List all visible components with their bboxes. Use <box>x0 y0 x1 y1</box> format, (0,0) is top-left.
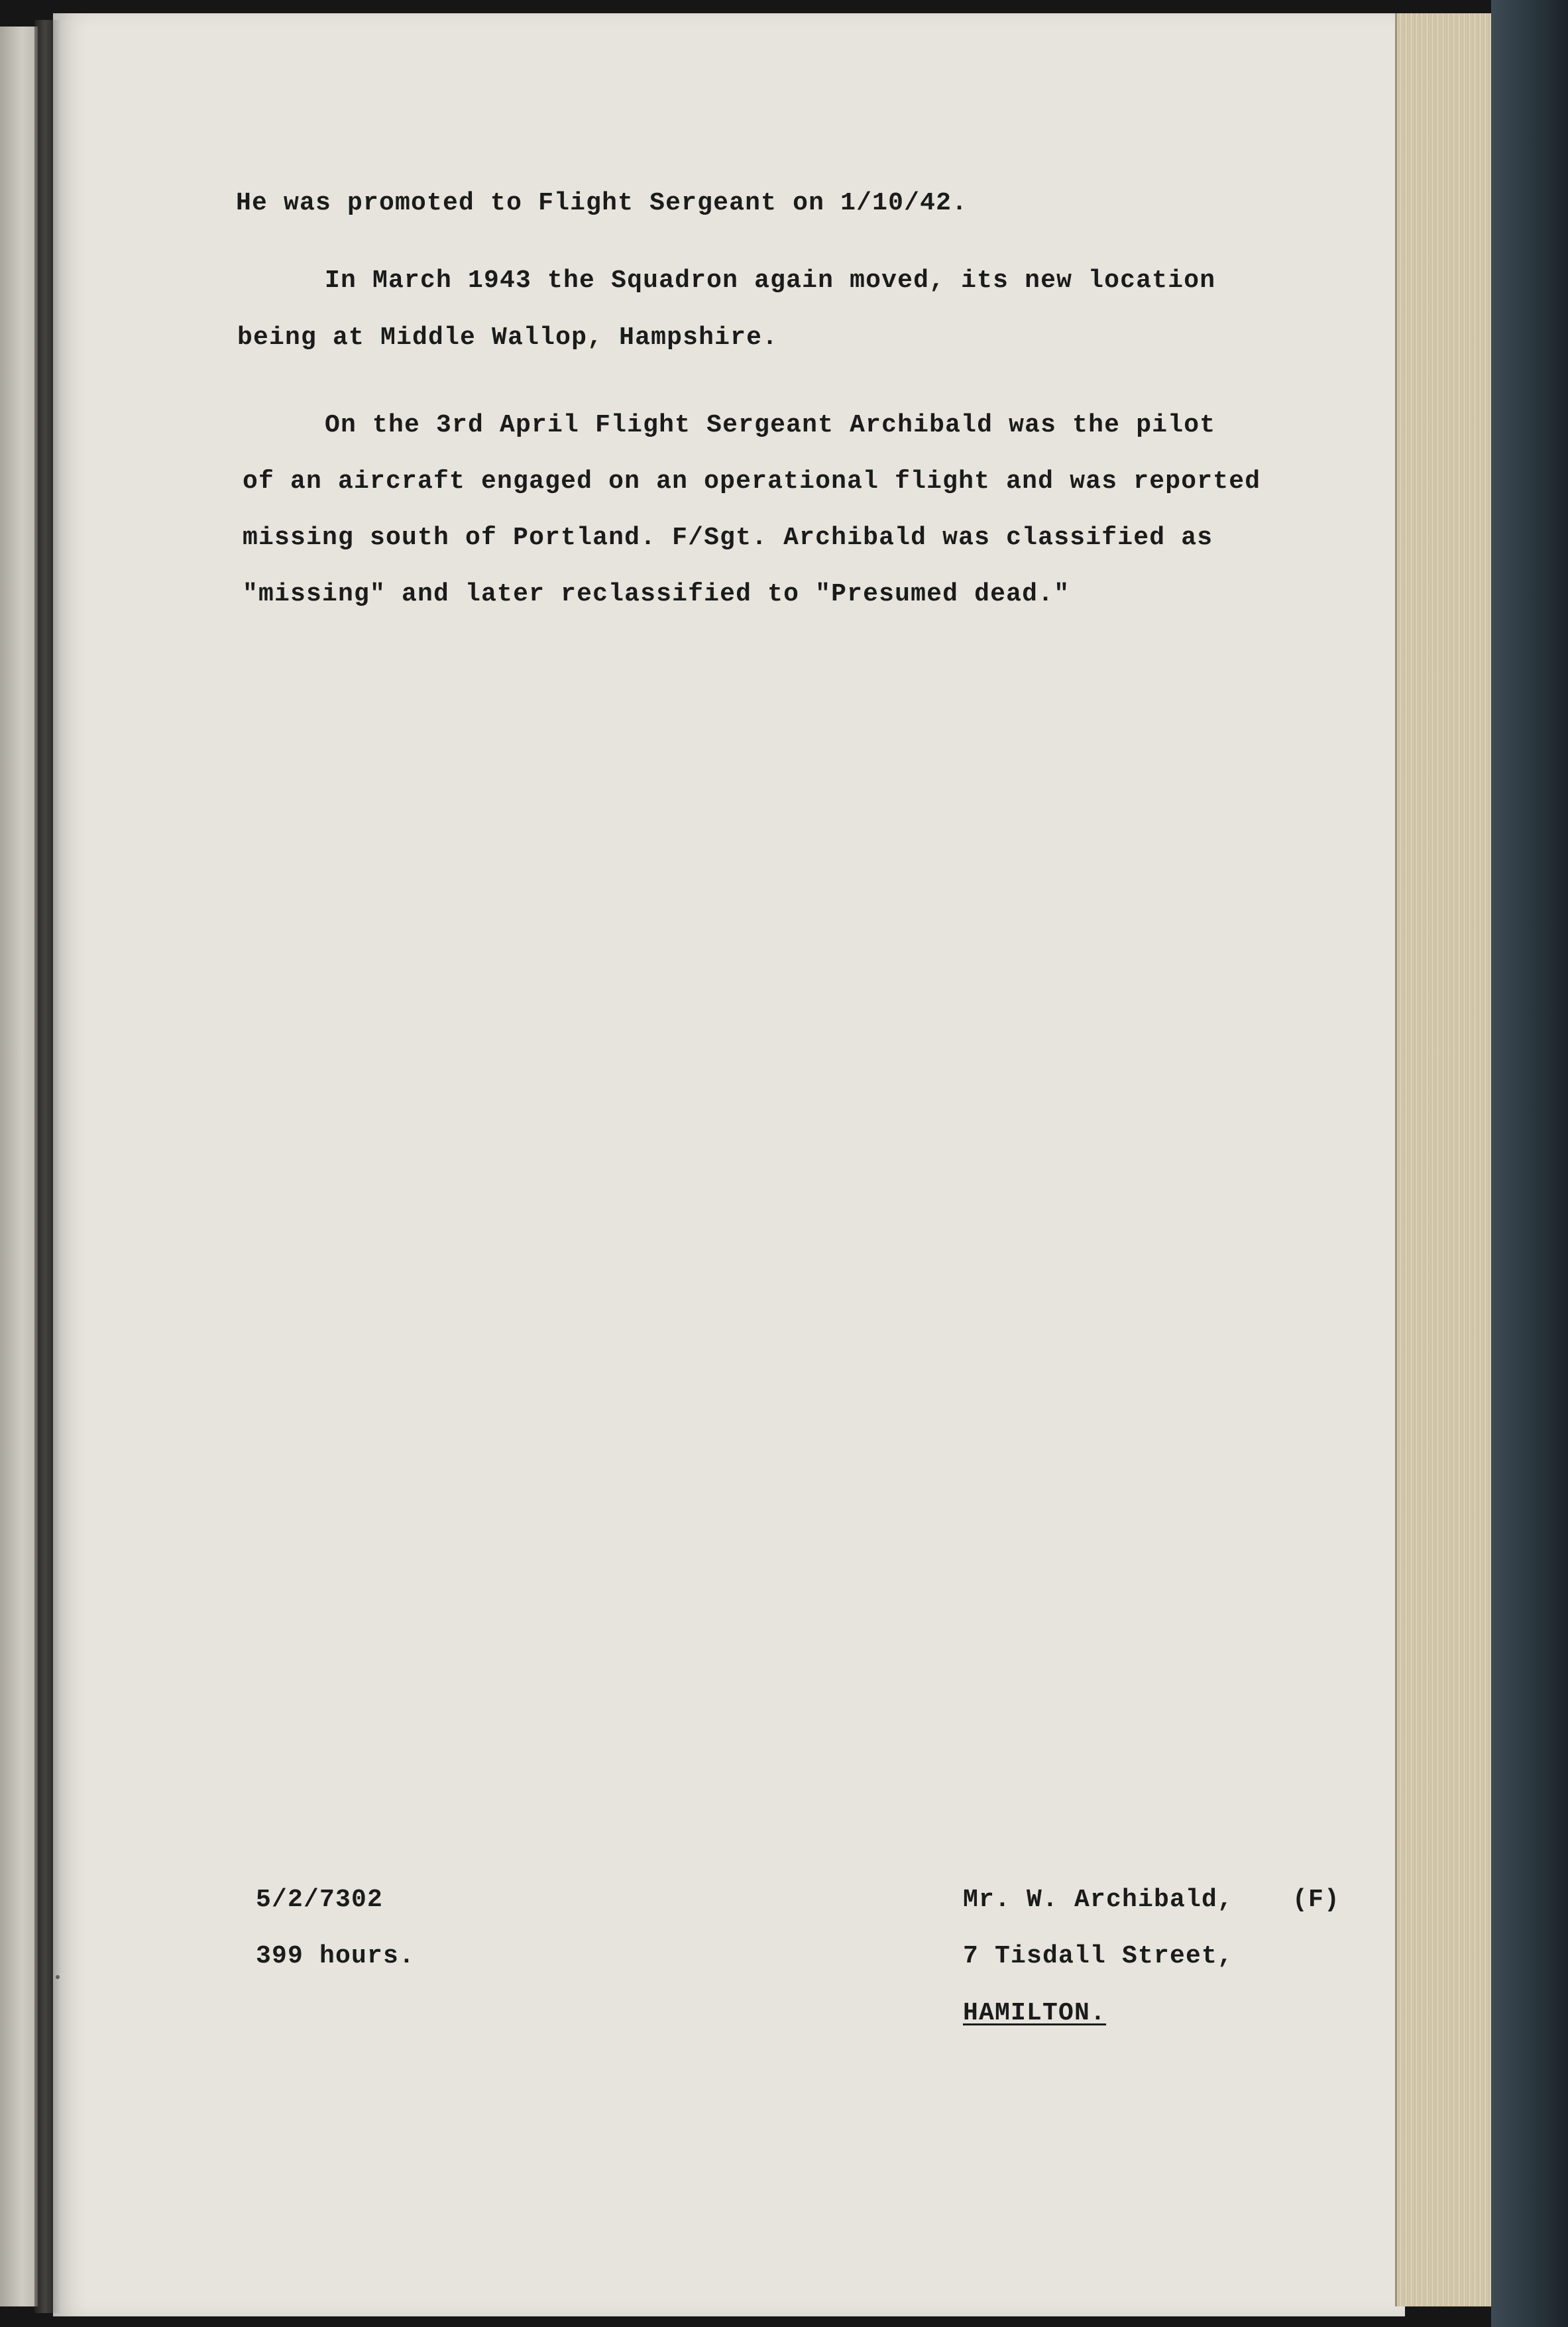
next-of-kin-street: 7 Tisdall Street, <box>963 1942 1234 1970</box>
paragraph-loss-line-4: "missing" and later reclassified to "Presumed dead." <box>243 580 1070 608</box>
book-cover-edge <box>1491 0 1568 2327</box>
flying-hours: 399 hours. <box>256 1942 416 1970</box>
document-page <box>53 13 1405 2316</box>
record-number: 5/2/7302 <box>256 1886 384 1914</box>
paragraph-loss-line-2: of an aircraft engaged on an operational flight and was reported <box>243 467 1261 496</box>
page-mark <box>56 1975 60 1979</box>
next-of-kin-name: Mr. W. Archibald, <box>963 1886 1234 1914</box>
paragraph-move-line-2: being at Middle Wallop, Hampshire. <box>237 323 779 352</box>
next-of-kin-relation: (F) <box>1292 1886 1341 1914</box>
facing-page-edge <box>0 27 38 2306</box>
paragraph-loss-line-3: missing south of Portland. F/Sgt. Archibald was classified as <box>243 524 1213 552</box>
paragraph-move-line-1: In March 1943 the Squadron again moved, its new location <box>325 266 1216 295</box>
promotion-line: He was promoted to Flight Sergeant on 1/10/42. <box>236 189 968 217</box>
book-gutter-shadow <box>34 20 61 2313</box>
page-stack-edges <box>1395 13 1496 2306</box>
next-of-kin-city: HAMILTON. <box>963 1999 1107 2027</box>
paragraph-loss-line-1: On the 3rd April Flight Sergeant Archibald was the pilot <box>325 411 1216 439</box>
